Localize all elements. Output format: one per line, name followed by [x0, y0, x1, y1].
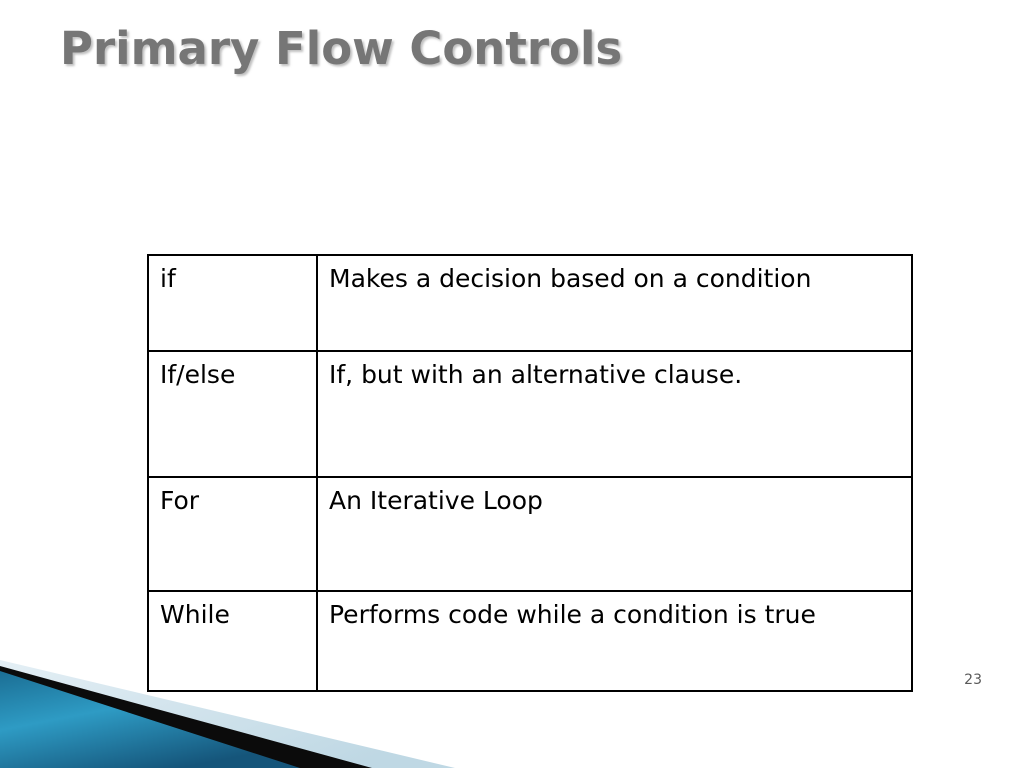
page-title: Primary Flow Controls — [60, 22, 623, 75]
description-cell: Makes a decision based on a condition — [317, 255, 912, 351]
table-row — [148, 255, 912, 351]
term-cell: For — [148, 477, 317, 591]
table-row — [148, 351, 912, 477]
table-row — [148, 591, 912, 691]
table-row — [148, 477, 912, 591]
term-cell: While — [148, 591, 317, 691]
description-cell: If, but with an alternative clause. — [317, 351, 912, 477]
flow-controls-table — [147, 254, 913, 692]
term-cell: If/else — [148, 351, 317, 477]
description-cell: Performs code while a condition is true — [317, 591, 912, 691]
term-cell: if — [148, 255, 317, 351]
page-number: 23 — [964, 672, 982, 688]
description-cell: An Iterative Loop — [317, 477, 912, 591]
